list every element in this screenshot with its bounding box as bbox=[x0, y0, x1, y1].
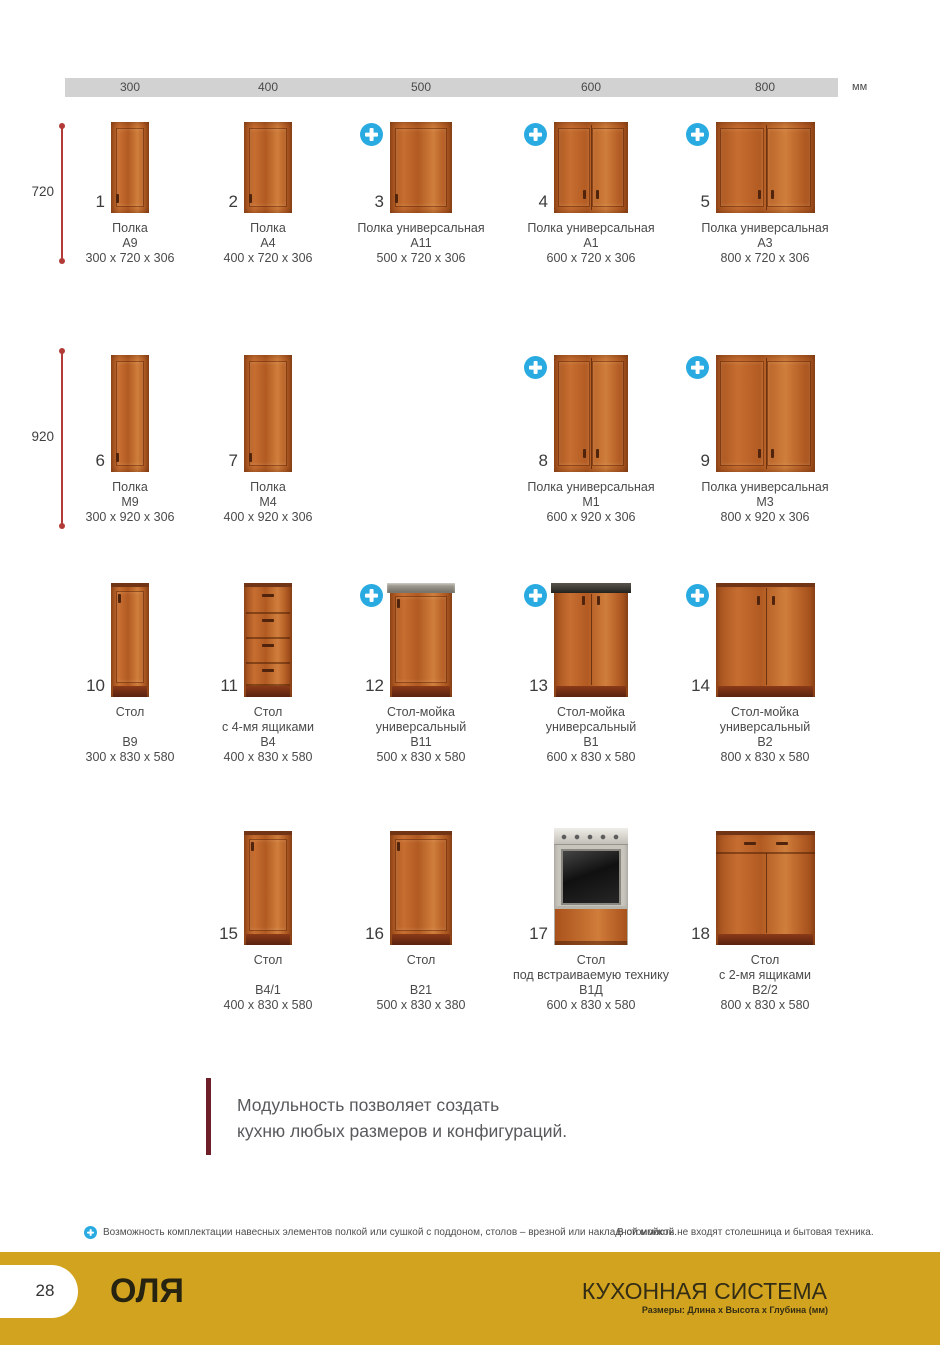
caption-name-line2: М1 bbox=[582, 495, 600, 509]
caption-code: 500 х 720 х 306 bbox=[376, 251, 466, 265]
caption-name-line: Стол bbox=[406, 953, 436, 967]
caption-dimensions: 800 х 830 х 580 bbox=[720, 998, 810, 1012]
caption-name-line: Полка bbox=[112, 221, 148, 235]
caption-name-line2: М3 bbox=[756, 495, 774, 509]
caption-dimensions bbox=[501, 525, 681, 540]
caption-code: 300 х 720 х 306 bbox=[85, 251, 175, 265]
caption-code: 400 х 920 х 306 bbox=[223, 510, 313, 524]
ruler-label-300: 300 bbox=[119, 80, 141, 94]
caption-code: В11 bbox=[410, 735, 432, 749]
cabinet-image bbox=[716, 355, 815, 472]
caption-code: 400 х 720 х 306 bbox=[223, 251, 313, 265]
item-caption bbox=[501, 953, 681, 1013]
item-caption bbox=[501, 480, 681, 540]
measure-label-920: 920 bbox=[31, 429, 54, 444]
caption-name-line: Полка универсальная bbox=[701, 480, 829, 494]
cabinet-image bbox=[111, 122, 149, 213]
caption-code: В2 bbox=[757, 735, 773, 749]
ruler-label-800: 800 bbox=[754, 80, 776, 94]
caption-name-line2: А4 bbox=[260, 236, 276, 250]
cabinet-image bbox=[244, 122, 292, 213]
cabinet-image bbox=[716, 831, 815, 945]
item-number: 13 bbox=[529, 676, 548, 695]
caption-name-line: Стол bbox=[253, 705, 283, 719]
item-number: 18 bbox=[691, 924, 710, 943]
item-caption bbox=[331, 705, 511, 765]
item-number: 6 bbox=[95, 451, 105, 470]
caption-name-line2: с 4-мя ящиками bbox=[222, 720, 314, 734]
caption-name-line: Полка bbox=[112, 480, 148, 494]
item-number: 11 bbox=[220, 676, 238, 695]
plus-icon bbox=[360, 584, 383, 607]
caption-dimensions bbox=[675, 266, 855, 281]
item-number: 5 bbox=[700, 192, 710, 211]
caption-name-line2 bbox=[331, 968, 511, 983]
cabinet-image bbox=[554, 355, 628, 472]
modularity-note-line2: кухню любых размеров и конфигураций. bbox=[237, 1121, 568, 1141]
plus-icon bbox=[524, 123, 547, 146]
caption-name-line: Стол-мойка bbox=[557, 705, 625, 719]
series-title: ОЛЯ bbox=[110, 1272, 184, 1310]
cabinet-image bbox=[390, 122, 452, 213]
caption-name-line: Полка универсальная bbox=[527, 480, 655, 494]
item-number: 10 bbox=[86, 676, 105, 695]
caption-name-line2: А9 bbox=[122, 236, 138, 250]
item-number: 4 bbox=[538, 192, 548, 211]
caption-code: В4 bbox=[260, 735, 276, 749]
caption-code: В21 bbox=[409, 983, 433, 997]
item-caption bbox=[178, 480, 358, 540]
page-number: 28 bbox=[35, 1281, 55, 1300]
caption-dimensions: 500 х 830 х 580 bbox=[376, 750, 466, 764]
caption-code: 600 х 720 х 306 bbox=[546, 251, 636, 265]
caption-dimensions bbox=[675, 525, 855, 540]
item-number: 8 bbox=[538, 451, 548, 470]
caption-dimensions: 400 х 830 х 580 bbox=[223, 998, 313, 1012]
caption-dimensions bbox=[178, 525, 358, 540]
caption-name-line: Стол bbox=[750, 953, 780, 967]
caption-code: В2/2 bbox=[752, 983, 778, 997]
item-number: 3 bbox=[374, 192, 384, 211]
caption-dimensions: 300 х 830 х 580 bbox=[85, 750, 175, 764]
caption-code: 300 х 920 х 306 bbox=[85, 510, 175, 524]
caption-code: В1 bbox=[583, 735, 599, 749]
cabinet-image bbox=[111, 355, 149, 472]
item-number: 1 bbox=[95, 192, 105, 211]
caption-name-line2: М9 bbox=[121, 495, 139, 509]
item-caption bbox=[501, 705, 681, 765]
cabinet-image bbox=[390, 831, 452, 945]
item-number: 9 bbox=[700, 451, 710, 470]
plus-icon bbox=[686, 356, 709, 379]
caption-name-line2: универсальный bbox=[719, 720, 811, 734]
item-number: 7 bbox=[228, 451, 238, 470]
cabinet-image bbox=[111, 583, 149, 697]
caption-dimensions bbox=[331, 266, 511, 281]
caption-code: В9 bbox=[122, 735, 138, 749]
cabinet-image bbox=[390, 583, 452, 697]
cabinet-image bbox=[554, 828, 628, 945]
caption-dimensions: 800 х 830 х 580 bbox=[720, 750, 810, 764]
caption-name-line: Полка универсальная bbox=[357, 221, 485, 235]
ruler-unit-label: мм bbox=[852, 81, 868, 93]
caption-code: 800 х 720 х 306 bbox=[720, 251, 810, 265]
cabinet-image bbox=[244, 355, 292, 472]
caption-code: 600 х 920 х 306 bbox=[546, 510, 636, 524]
caption-name-line2: А3 bbox=[757, 236, 773, 250]
measure-label-720: 720 bbox=[31, 184, 54, 199]
item-number: 2 bbox=[228, 192, 238, 211]
width-ruler bbox=[65, 78, 838, 97]
dimensions-note: Размеры: Длина х Высота х Глубина (мм) bbox=[641, 1305, 828, 1315]
plus-icon bbox=[84, 1226, 97, 1239]
plus-icon bbox=[686, 584, 709, 607]
footnote-plus-legend: Возможность комплектации навесных элементов полкой или сушкой с поддоном, столов – врезной или накладной мойкой. bbox=[103, 1227, 677, 1238]
caption-name-line2: универсальный bbox=[545, 720, 637, 734]
item-caption bbox=[675, 705, 855, 765]
item-number: 12 bbox=[365, 676, 384, 695]
caption-code: В1Д bbox=[579, 983, 603, 997]
caption-name-line: Стол-мойка bbox=[731, 705, 799, 719]
caption-name-line2: А1 bbox=[583, 236, 599, 250]
plus-icon bbox=[524, 584, 547, 607]
system-title: КУХОННАЯ СИСТЕМА bbox=[581, 1278, 827, 1304]
note-accent-bar bbox=[206, 1078, 211, 1155]
caption-name-line: Полка универсальная bbox=[527, 221, 655, 235]
caption-name-line2: А11 bbox=[410, 236, 432, 250]
caption-name-line: Стол bbox=[576, 953, 606, 967]
caption-code: 800 х 920 х 306 bbox=[720, 510, 810, 524]
cabinet-image bbox=[554, 583, 628, 697]
ruler-label-400: 400 bbox=[257, 80, 279, 94]
footnote-price-disclaimer: В стоимость не входят столешница и бытовая техника. bbox=[617, 1227, 874, 1238]
caption-name-line: Полка универсальная bbox=[701, 221, 829, 235]
cabinet-image bbox=[244, 831, 292, 945]
caption-dimensions: 600 х 830 х 580 bbox=[546, 998, 636, 1012]
item-caption bbox=[501, 221, 681, 281]
item-caption bbox=[675, 953, 855, 1013]
item-number: 15 bbox=[219, 924, 238, 943]
caption-name-line2: М4 bbox=[259, 495, 277, 509]
item-number: 17 bbox=[529, 924, 548, 943]
caption-name-line: Стол-мойка bbox=[387, 705, 455, 719]
caption-dimensions bbox=[501, 266, 681, 281]
plus-icon bbox=[686, 123, 709, 146]
modularity-note-line1: Модульность позволяет создать bbox=[237, 1095, 500, 1115]
cabinet-image bbox=[554, 122, 628, 213]
ruler-label-500: 500 bbox=[410, 80, 432, 94]
caption-dimensions: 400 х 830 х 580 bbox=[223, 750, 313, 764]
ruler-label-600: 600 bbox=[580, 80, 602, 94]
item-caption bbox=[331, 221, 511, 281]
item-caption bbox=[675, 480, 855, 540]
caption-name-line: Стол bbox=[253, 953, 283, 967]
item-caption bbox=[331, 953, 511, 1013]
plus-icon bbox=[524, 356, 547, 379]
plus-icon bbox=[360, 123, 383, 146]
item-number: 16 bbox=[365, 924, 384, 943]
item-caption bbox=[675, 221, 855, 281]
cabinet-image bbox=[244, 583, 292, 697]
caption-name-line2: с 2-мя ящиками bbox=[719, 968, 811, 982]
modularity-note bbox=[237, 1092, 567, 1144]
cabinet-image bbox=[716, 583, 815, 697]
caption-dimensions: 600 х 830 х 580 bbox=[546, 750, 636, 764]
caption-name-line2: под встраиваемую технику bbox=[512, 968, 670, 982]
caption-dimensions: 500 х 830 х 380 bbox=[376, 998, 466, 1012]
cabinet-image bbox=[716, 122, 815, 213]
caption-name-line: Полка bbox=[250, 480, 286, 494]
caption-name-line: Полка bbox=[250, 221, 286, 235]
caption-name-line2: универсальный bbox=[375, 720, 467, 734]
caption-name-line: Стол bbox=[115, 705, 145, 719]
caption-code: В4/1 bbox=[255, 983, 281, 997]
item-number: 14 bbox=[691, 676, 710, 695]
